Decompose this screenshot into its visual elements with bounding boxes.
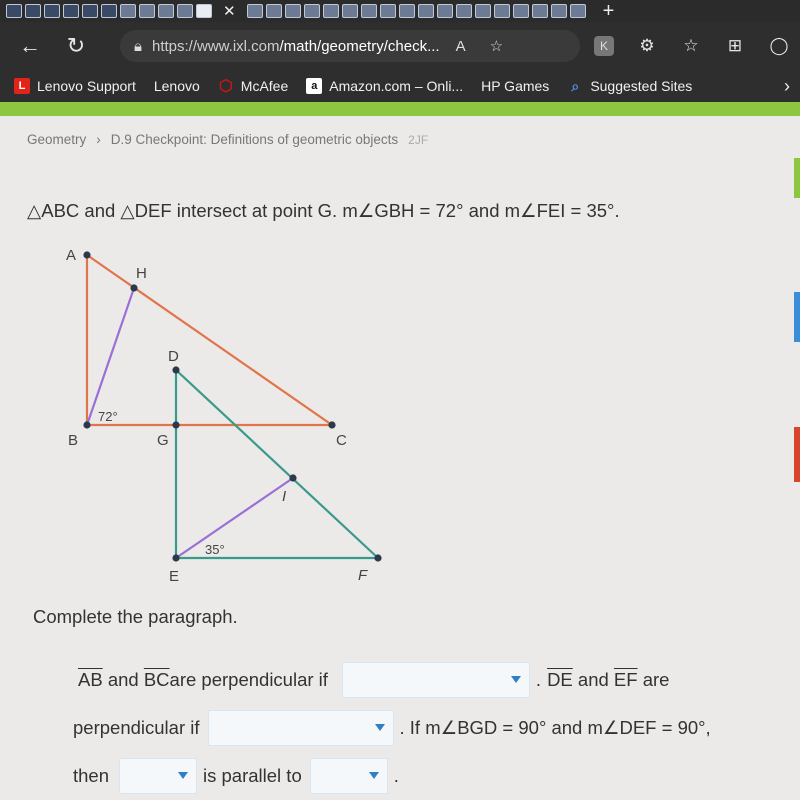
- side-accent-blue: [794, 292, 800, 342]
- paragraph-text: perpendicular if: [73, 717, 200, 738]
- active-tab[interactable]: [196, 4, 212, 18]
- extension-badge-icon[interactable]: K: [594, 36, 614, 56]
- read-aloud-icon[interactable]: A: [455, 37, 466, 55]
- paragraph-text: then: [73, 765, 110, 786]
- tab-chip[interactable]: [551, 4, 567, 18]
- dropdown-parallel-second[interactable]: [310, 758, 388, 794]
- breadcrumb: [27, 132, 428, 147]
- tab-chip[interactable]: [44, 4, 60, 18]
- add-favorite-icon[interactable]: ☆: [489, 38, 504, 55]
- chevron-right-icon: ›: [96, 132, 101, 147]
- refresh-icon[interactable]: ↻: [66, 33, 86, 58]
- tab-chip[interactable]: [456, 4, 472, 18]
- paragraph-text: . If m∠BGD = 90° and m∠DEF = 90°,: [399, 717, 711, 738]
- paragraph-text: and: [572, 669, 614, 690]
- profile-icon[interactable]: ◯: [769, 36, 789, 55]
- lenovo-logo-icon: L: [14, 78, 30, 94]
- side-accent-red: [794, 427, 800, 482]
- chevron-right-icon[interactable]: ›: [784, 76, 790, 96]
- label-i: I: [282, 488, 287, 505]
- segment-bh: [87, 288, 134, 425]
- favorite-label: Lenovo: [153, 78, 200, 94]
- favorite-amazon[interactable]: [306, 78, 463, 94]
- paragraph-line-1: [78, 662, 669, 698]
- back-arrow-icon[interactable]: ←: [19, 33, 41, 58]
- label-c: C: [336, 432, 347, 449]
- dropdown-de-ef-condition[interactable]: [208, 710, 394, 746]
- label-f: F: [358, 567, 368, 584]
- breadcrumb-subject[interactable]: Geometry: [27, 132, 87, 147]
- tab-chip[interactable]: [63, 4, 79, 18]
- favorite-mcafee[interactable]: [218, 78, 288, 94]
- label-h: H: [136, 265, 147, 282]
- geometry-figure: [50, 242, 410, 587]
- mcafee-icon: ⬡: [218, 78, 233, 95]
- segment-ei: [176, 478, 293, 558]
- skill-code: 2JF: [408, 132, 429, 147]
- tab-chip[interactable]: [285, 4, 301, 18]
- label-g: G: [157, 432, 169, 449]
- paragraph-line-3: [73, 758, 399, 794]
- paragraph-text: .: [393, 765, 399, 786]
- tab-chip[interactable]: [361, 4, 377, 18]
- header-stripe: [0, 102, 800, 116]
- segment-bc-label: $\overline{BC}$: [143, 669, 170, 690]
- search-icon: ⌕: [571, 77, 580, 94]
- navigation-bar: [0, 22, 800, 70]
- favorite-label: McAfee: [240, 78, 289, 94]
- angle-label-gbh: 72°: [98, 409, 118, 424]
- tab-chip[interactable]: [266, 4, 282, 18]
- paragraph-text: is parallel to: [203, 765, 302, 786]
- favorite-suggested-sites[interactable]: [567, 78, 692, 94]
- chevron-down-icon: [178, 772, 188, 779]
- favorite-lenovo-support[interactable]: [14, 78, 136, 94]
- favorite-hp-games[interactable]: [481, 78, 549, 94]
- extensions-puzzle-icon[interactable]: ⚙: [639, 36, 655, 55]
- segment-de-label: $\overline{DE}$: [547, 669, 573, 690]
- page-content: [0, 102, 800, 800]
- triangle-abc: [87, 255, 332, 425]
- paragraph-text: and: [102, 669, 144, 690]
- segment-ef-label: $\overline{EF}$: [613, 669, 638, 690]
- favorite-label: Amazon.com – Onli...: [329, 78, 464, 94]
- point-e: [172, 554, 179, 561]
- chevron-down-icon: [369, 772, 379, 779]
- tab-chip[interactable]: [101, 4, 117, 18]
- tab-chip[interactable]: [82, 4, 98, 18]
- point-d: [172, 366, 179, 373]
- url-host: https://www.ixl.com: [151, 37, 280, 55]
- point-i: [289, 474, 296, 481]
- paragraph-text: .: [535, 669, 542, 690]
- favorites-bar: [0, 70, 800, 102]
- label-e: E: [169, 568, 180, 585]
- angle-label-fei: 35°: [205, 542, 225, 557]
- collections-icon[interactable]: ⊞: [727, 36, 743, 55]
- label-d: D: [168, 348, 179, 365]
- segment-ab-label: $\overline{AB}$: [78, 669, 103, 690]
- tab-chip[interactable]: [494, 4, 510, 18]
- triangle-def: [176, 370, 378, 558]
- tab-chip[interactable]: [6, 4, 22, 18]
- tab-chip[interactable]: [380, 4, 396, 18]
- side-accent-green: [794, 158, 800, 198]
- tab-chip[interactable]: [323, 4, 339, 18]
- tab-chip[interactable]: [475, 4, 491, 18]
- breadcrumb-skill: D.9 Checkpoint: Definitions of geometric objects: [110, 132, 399, 147]
- toolbar-right: [594, 30, 790, 62]
- favorites-icon[interactable]: ☆: [683, 36, 699, 55]
- address-bar[interactable]: [120, 30, 580, 62]
- point-b: [83, 421, 90, 428]
- label-b: B: [68, 432, 79, 449]
- tab-chip[interactable]: [158, 4, 174, 18]
- point-c: [328, 421, 335, 428]
- point-f: [374, 554, 381, 561]
- chevron-down-icon: [375, 724, 385, 731]
- new-tab-icon[interactable]: +: [602, 0, 615, 22]
- tab-chip[interactable]: [513, 4, 529, 18]
- favorite-label: Lenovo Support: [37, 78, 136, 94]
- address-url[interactable]: [152, 38, 440, 55]
- tab-chip[interactable]: [304, 4, 320, 18]
- tab-chip[interactable]: [177, 4, 193, 18]
- tab-chip[interactable]: [437, 4, 453, 18]
- tab-chip[interactable]: [247, 4, 263, 18]
- chevron-down-icon: [511, 676, 521, 683]
- paragraph-prompt: Complete the paragraph.: [33, 606, 238, 627]
- label-a: A: [66, 247, 77, 264]
- tab-chip[interactable]: [139, 4, 155, 18]
- close-tab-icon[interactable]: ✕: [223, 3, 236, 20]
- question-text: △ABC and △DEF intersect at point G. m∠GBH = 72° and m∠FEI = 35°.: [27, 200, 620, 221]
- tab-chip[interactable]: [25, 4, 41, 18]
- point-a: [83, 251, 90, 258]
- tab-chip[interactable]: [570, 4, 586, 18]
- dropdown-ab-bc-condition[interactable]: [342, 662, 530, 698]
- tab-chip[interactable]: [342, 4, 358, 18]
- point-g: [172, 421, 179, 428]
- favorite-label: Suggested Sites: [590, 78, 693, 94]
- tab-chip[interactable]: [418, 4, 434, 18]
- dropdown-parallel-first[interactable]: [119, 758, 197, 794]
- point-h: [130, 284, 137, 291]
- tab-strip: [0, 0, 800, 22]
- favorite-lenovo[interactable]: [154, 78, 200, 94]
- tab-chip[interactable]: [399, 4, 415, 18]
- paragraph-text: are perpendicular if: [169, 669, 328, 690]
- paragraph-text: are: [637, 669, 670, 690]
- lock-icon[interactable]: 🔒︎: [134, 37, 142, 55]
- tab-chip[interactable]: [120, 4, 136, 18]
- paragraph-line-2: [73, 710, 711, 746]
- url-path: /math/geometry/check...: [279, 37, 440, 55]
- favorite-label: HP Games: [481, 78, 550, 94]
- amazon-icon: a: [306, 78, 322, 94]
- tab-chip[interactable]: [532, 4, 548, 18]
